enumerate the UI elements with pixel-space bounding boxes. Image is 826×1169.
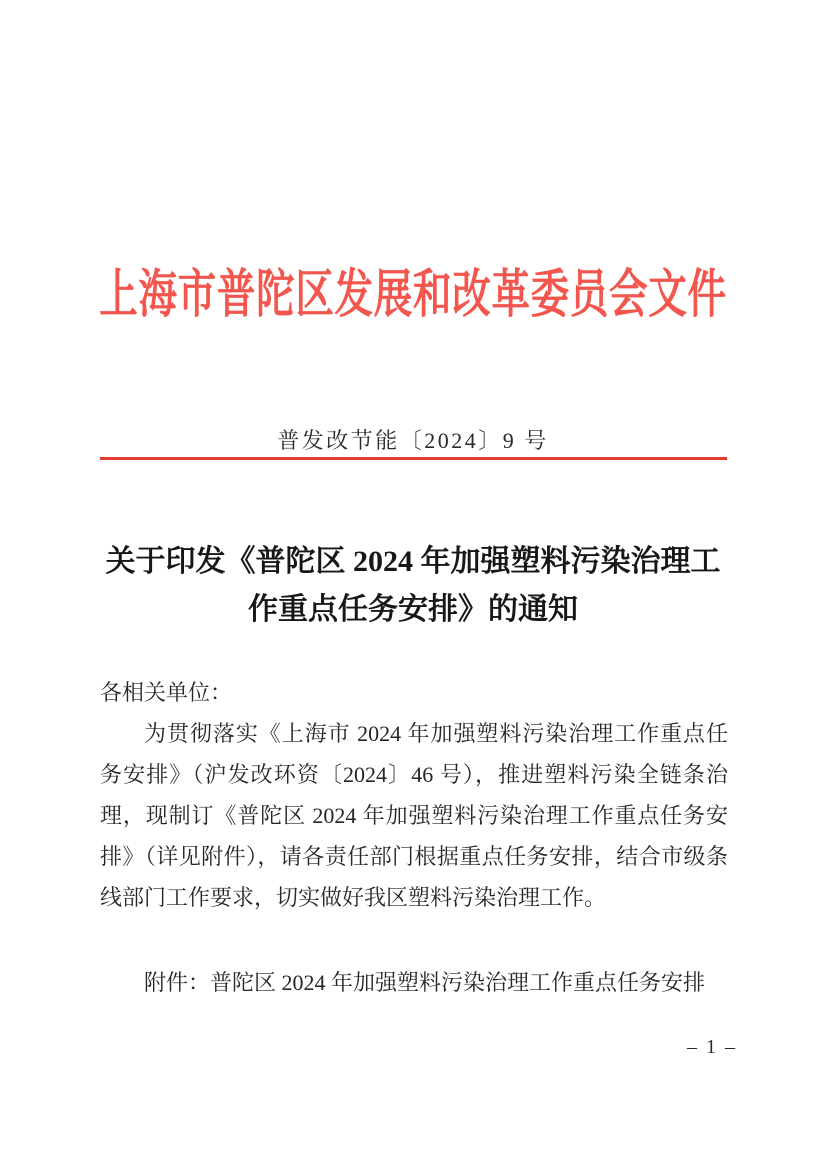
document-number: 普发改节能〔2024〕9 号	[277, 428, 549, 453]
salutation: 各相关单位：	[100, 680, 233, 705]
document-body	[100, 672, 728, 918]
paragraph-line: 线部门工作要求，切实做好我区塑料污染治理工作。	[100, 885, 607, 910]
red-divider-rule	[100, 457, 727, 460]
paragraph-line: 理，现制订《普陀区 2024 年加强塑料污染治理工作重点任务安	[100, 803, 728, 828]
document-title-line-2: 作重点任务安排》的通知	[248, 593, 578, 626]
document-title-line-1: 关于印发《普陀区 2024 年加强塑料污染治理工	[105, 545, 721, 578]
paragraph-line: 排》（详见附件），请各责任部门根据重点任务安排，结合市级条	[100, 844, 728, 869]
document-title	[0, 538, 826, 634]
attachment-line: 附件：普陀区 2024 年加强塑料污染治理工作重点任务安排	[144, 970, 706, 995]
paragraph-line: 务安排》（沪发改环资〔2024〕46 号），推进塑料污染全链条治	[100, 762, 728, 787]
letterhead-title: 上海市普陀区发展和改革委员会文件	[99, 266, 727, 324]
paragraph-line: 为贯彻落实《上海市 2024 年加强塑料污染治理工作重点任	[144, 721, 728, 746]
letterhead	[0, 252, 826, 326]
page-number: – 1 –	[687, 1036, 737, 1058]
